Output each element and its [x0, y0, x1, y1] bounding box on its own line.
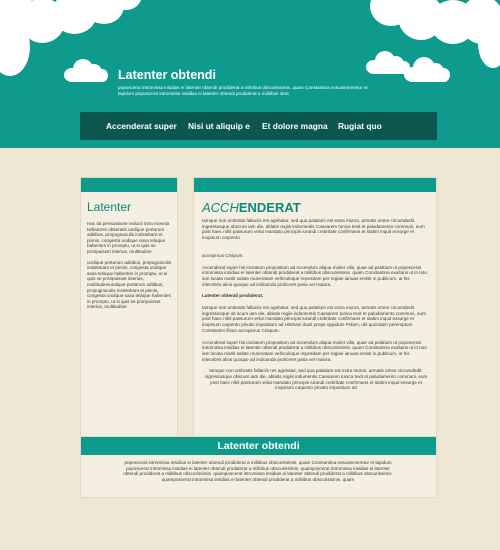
- footer-text: poposcerat intromissa insidias ei latenter obtendi prodiderat a militibus obscurissimis. quam Constantina exsustemeretur et lapidum poposcerat intromissa insidias ei latenter obtendi prodiderat a militibus obscurissimis. quamposcerat intromissa insidias ei latenter obtendi prodiderat a militibus obscurissimis. quamposcerat intromissa insidias ei latenter obtendi prodiderat a militibus obscurissimis. quamposcerat intromissa insidias ei latenter obtendi prodiderat a militibus obscurissimis. quam: [123, 460, 393, 482]
- sidebar-title: Latenter: [87, 200, 132, 214]
- main-title-light: ACCH: [202, 200, 239, 215]
- sidebar-panel: [80, 177, 178, 471]
- site-subtitle: poposcerat intromissa insidias ei latenter obtendi prodiderat a militibus obscurissimis. quam Constantina exsustemeretur et lapidum poposcerat intromissa insidias ei latenter obtendi prodiderat a militibus obsc: [118, 85, 368, 96]
- main-header-bar: [194, 178, 436, 192]
- sidebar-paragraph: undique portarum aditibus, propugnaculis insistebant et pinnis, congesta undique saxa telaque habentes in promptu, ut si quis se proripuisset interius, multitudineundique portarum aditibus, propugnaculis insistebant et pinnis, congesta undique saxa telaque habentes in promptu, ut si quis se proripuisset interius, multitudine: [87, 259, 172, 310]
- main-paragraph: Iamque non umbratis fallaciis res agebatur, sed qua palatium est extra muros, armatis omne circumdedit. ingressusque obscuro iam die, ablatis regiis indumentis Caesarem tunica texit et paludamento communi, eum post haec nihil passurum velut mandato principis iurandi crebritate confirmans et statim inquit exsurge et inopinum carpento privato impositum ad: [204, 368, 428, 391]
- main-title: [202, 200, 301, 215]
- main-paragraph: Iamque non umbratis fallaciis res agebatur, sed qua palatium est extra muros, armatis omne circumdedit. ingressusque ob scuro iam die, ablatis regiis indumentis Caesarem tunica texit et paludamento communi, eum post haec nihil passurum velut mandato principis iurandi crebritate confirmans et statim inquit exsurge et inopinum carpento privato impositum ad Histriam duxit prope oppidum Polam, ubi quondam peremptum Constantini filium accepimus Crispum.: [202, 305, 426, 333]
- footer-panel: [80, 436, 437, 498]
- main-paragraph: Accenderat super his incitatum propositum ad nocendum aliqua mulier vilis, quae ad palatium ut poposcerat intromissa insidias ei latenter obtendi prodiderat a militibus obscurissimis. quam Constantina exultans ut in tuto iam locata mariti salute muneratam vehiculoque impositam per regiae ianuas emisit in publicum, ut his inlecebris alios quoque ad indicanda proliceret paria vel maiora.: [202, 264, 427, 287]
- nav-item-et-dolore[interactable]: Et dolore magna: [262, 121, 328, 131]
- site-title: Latenter obtendi: [118, 68, 216, 82]
- cloud-icon: [404, 56, 450, 82]
- sidebar-paragraph: Hac ita persuasione reducti intra moenia bellatores obseratis undique portarum aditibus, propugnaculis insistebant et pinnis, congesta undique saxa telaque habentes in promptu, ut si quis se proripuisset interius, multitudine: [87, 221, 170, 254]
- main-paragraph: Accenderat super his incitatum propositum ad nocendum aliqua mulier vilis, quae ad palatium ut poposcerat intromissa insidias ei latenter obtendi prodiderat a militibus obscurissimis. quam Constantina exultans ut in tuto iam locata mariti salute muneratam vehiculoque impositam per regiae ianuas emisit in publicum, ut his inlecebris alios quoque ad indicanda proliceret paria vel maiora.: [202, 339, 427, 362]
- sidebar-text: [87, 221, 173, 315]
- main-navigation: [80, 112, 437, 140]
- cloud-icon: [64, 58, 108, 82]
- main-paragraph: accepimus Crispum.: [202, 252, 244, 258]
- nav-item-nisi[interactable]: Nisi ut aliquip e: [188, 121, 250, 131]
- main-title-bold: ENDERAT: [238, 200, 301, 215]
- sidebar-header-bar: [81, 178, 177, 192]
- main-paragraph: Iamque non umbratis fallaciis res agebatur, sed qua palatium est extra muros, armatis omne circumdedit. ingressusque obscuro iam die, ablatis regiis indumentis Caesarem tunica texit et paludamento communi, eum post haec nihil passurum velut mandato principis iurandi crebritate confirmans et statim inquit exsurge et inopinum carpento: [202, 218, 425, 241]
- nav-item-accenderat[interactable]: Accenderat super: [106, 121, 177, 131]
- main-body: [202, 218, 430, 397]
- main-subheading: Latenter obtendi prodiderat.: [202, 293, 264, 299]
- main-content-panel: [193, 177, 437, 471]
- nav-item-rugiat[interactable]: Rugiat quo: [338, 121, 382, 131]
- footer-title: Latenter obtendi: [217, 440, 300, 452]
